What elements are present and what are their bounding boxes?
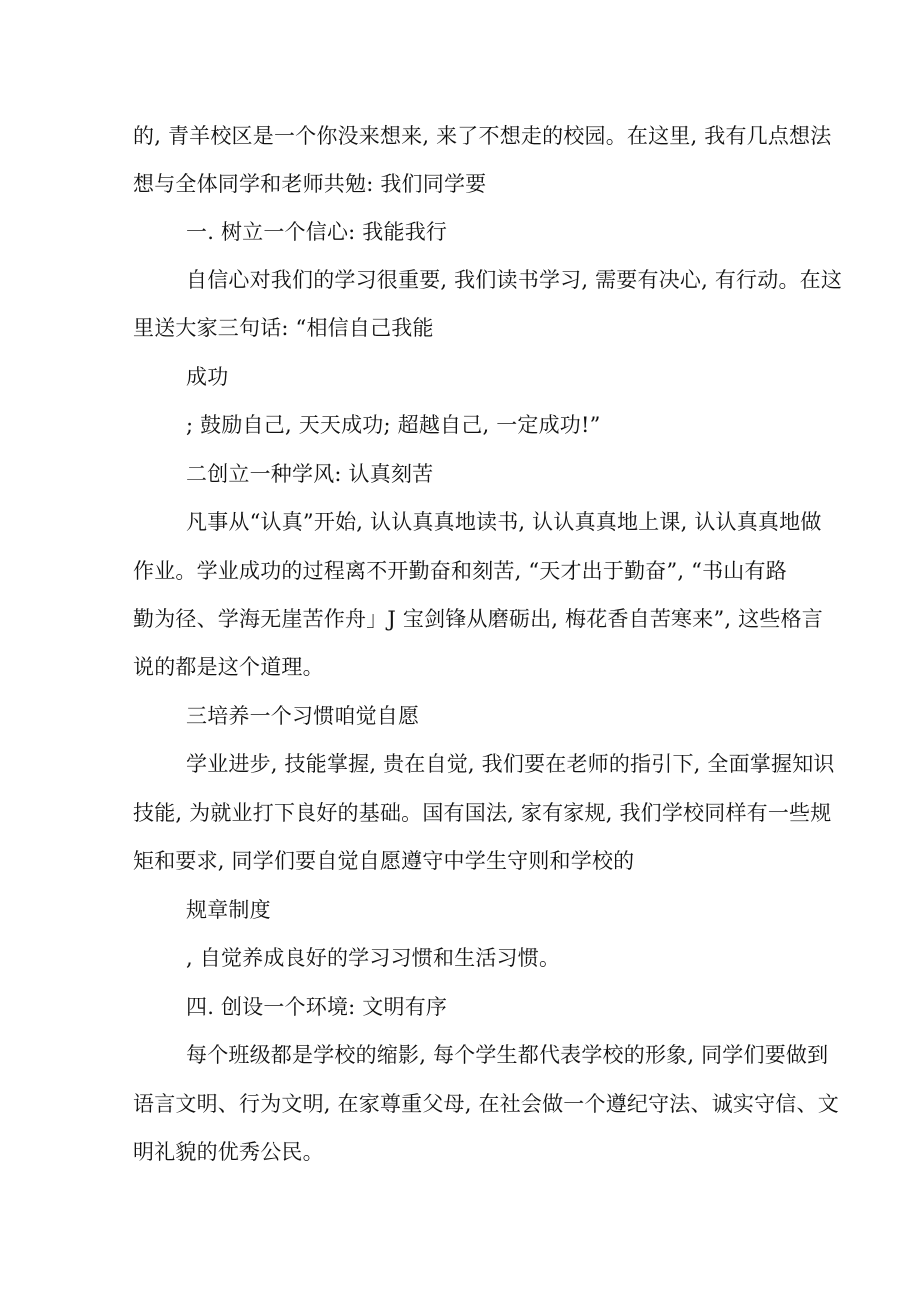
paragraph-line: 成功 xyxy=(186,365,229,389)
paragraph-line: 语言文明、行为文明, 在家尊重父母, 在社会做一个遵纪守法、诚实守信、文 xyxy=(133,1092,839,1116)
paragraph-line: 作业。学业成功的过程离不开勤奋和刻苦, “天才出于勤奋”, “书山有路 xyxy=(133,559,787,583)
paragraph-line: 自信心对我们的学习很重要, 我们读书学习, 需要有决心, 有行动。在这 xyxy=(186,268,843,292)
paragraph-line: 说的都是这个道理。 xyxy=(133,655,324,679)
paragraph-line: 技能, 为就业打下良好的基础。国有国法, 家有家规, 我们学校同样有一些规 xyxy=(133,801,832,825)
paragraph-line: 明礼貌的优秀公民。 xyxy=(133,1140,324,1164)
paragraph-line: 每个班级都是学校的缩影, 每个学生都代表学校的形象, 同学们要做到 xyxy=(186,1043,829,1067)
paragraph-line: 规章制度 xyxy=(186,898,271,922)
paragraph-line: 想与全体同学和老师共勉: 我们同学要 xyxy=(133,172,487,196)
paragraph-line: 矩和要求, 同学们要自觉自愿遵守中学生守则和学校的 xyxy=(133,849,635,873)
section-heading-4: 四. 创设一个环境: 文明有序 xyxy=(186,995,448,1019)
paragraph-line: 的, 青羊校区是一个你没来想来, 来了不想走的校园。在这里, 我有几点想法 xyxy=(133,124,832,148)
section-heading-2: 二创立一种学风: 认真刻苦 xyxy=(186,462,434,486)
paragraph-line: 凡事从“认真”开始, 认认真真地读书, 认认真真地上课, 认认真真地做 xyxy=(186,510,822,534)
paragraph-line: , 自觉养成良好的学习习惯和生活习惯。 xyxy=(186,946,561,970)
paragraph-line: 学业进步, 技能掌握, 贵在自觉, 我们要在老师的指引下, 全面掌握知识 xyxy=(186,752,835,776)
section-heading-3: 三培养一个习惯咱觉自愿 xyxy=(186,704,420,728)
paragraph-line: ; 鼓励自己, 天天成功; 超越自己, 一定成功!” xyxy=(186,413,601,437)
paragraph-line: 勤为径、学海无崖苦作舟」J 宝剑锋从磨砺出, 梅花香自苦寒来”, 这些格言 xyxy=(133,607,823,631)
section-heading-1: 一. 树立一个信心: 我能我行 xyxy=(186,220,448,244)
paragraph-line: 里送大家三句话: “相信自己我能 xyxy=(133,316,434,340)
